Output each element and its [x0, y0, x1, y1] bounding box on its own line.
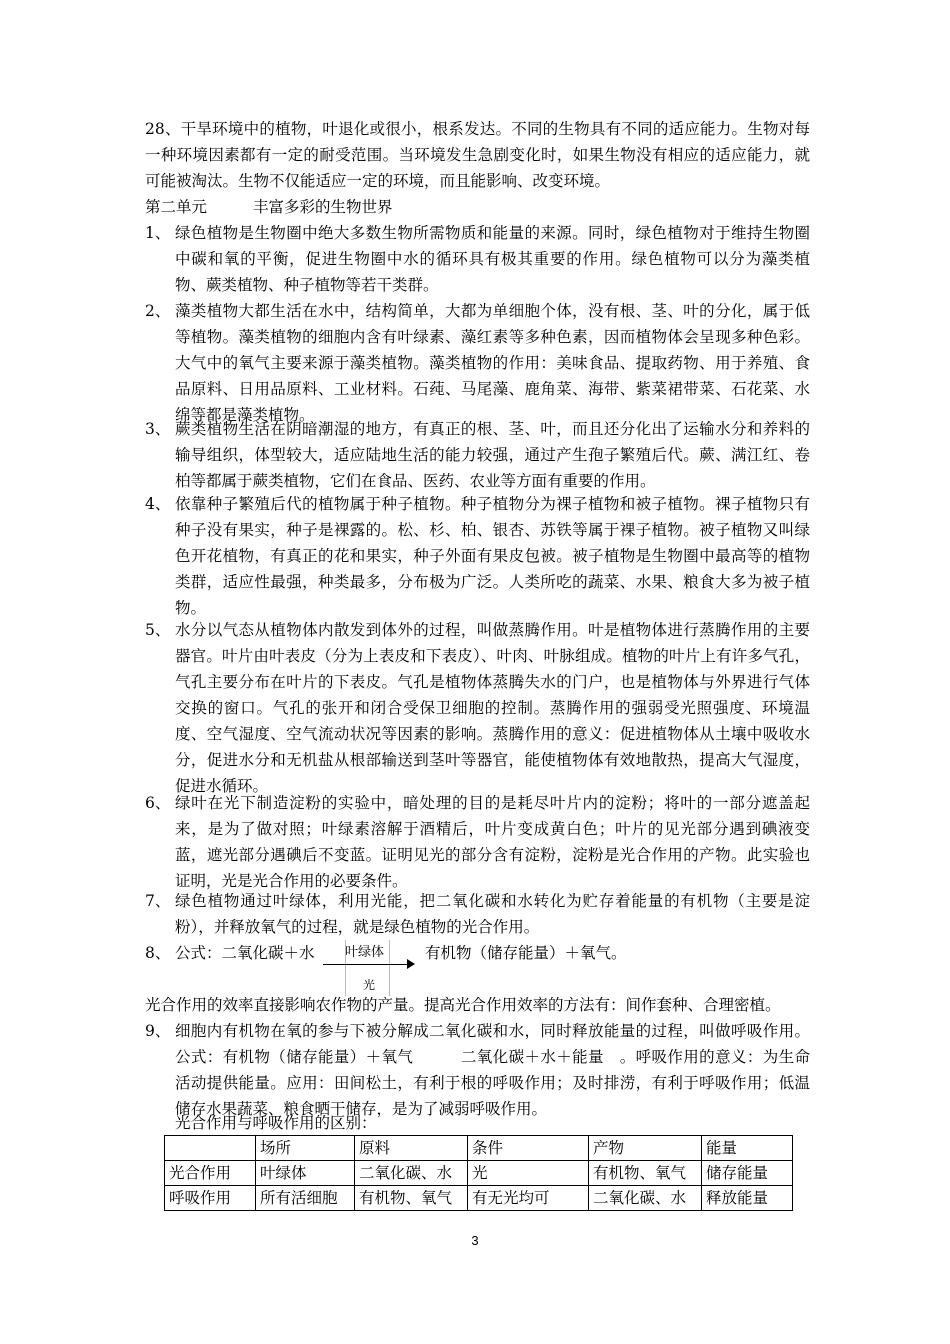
- list-item: [145, 298, 810, 428]
- table-row: [165, 1186, 793, 1211]
- item-text: 依靠种子繁殖后代的植物属于种子植物。种子植物分为裸子植物和被子植物。裸子植物只有种子没有果实，种子是裸露的。松、杉、柏、银杏、苏铁等属于裸子植物。被子植物又叫绿色开花植物，有真正的花和果实，种子外面有果皮包被。被子植物是生物圈中最高等的植物类群，适应性最强，种类最多，分布极为广泛。人类所吃的蔬菜、水果、粮食大多为被子植物。: [175, 495, 810, 617]
- table-cell: 光合作用: [165, 1161, 256, 1186]
- table-cell: 有机物、氧气: [589, 1161, 702, 1186]
- item-text: 绿色植物通过叶绿体，利用光能，把二氧化碳和水转化为贮存着能量的有机物（主要是淀粉），并释放氧气的过程，就是绿色植物的光合作用。: [175, 892, 810, 936]
- item-number: 8、: [145, 944, 171, 962]
- table-cell: 所有活细胞: [256, 1186, 355, 1211]
- item-text: 细胞内有机物在氧的参与下被分解成二氧化碳和水，同时释放能量的过程，叫做呼吸作用。公式：有机物（储存能量）＋氧气 二氧化碳＋水＋能量 。呼吸作用的意义：为生命活动提供能量。应用：田间松土，有利于根的呼吸作用；及时排涝，有利于呼吸作用；低温储存水果蔬菜、粮食晒干储存，是为了减弱呼吸作用。: [175, 1022, 810, 1118]
- reaction-arrow: [323, 940, 415, 996]
- table-header-cell: [165, 1136, 256, 1161]
- condition-above: 叶绿体: [345, 945, 385, 960]
- item-text: 藻类植物大都生活在水中，结构简单，大都为单细胞个体，没有根、茎、叶的分化，属于低等植物。藻类植物的细胞内含有叶绿素、藻红素等多种色素，因而植物体会呈现多种色彩。大气中的氧气主要来源于藻类植物。藻类植物的作用：美味食品、提取药物、用于养殖、食品原料、日用品原料、工业材料。石莼、马尾藻、鹿角菜、海带、紫菜裙带菜、石花菜、水绵等都是藻类植物。: [175, 302, 810, 424]
- table-cell: 有无光均可: [468, 1186, 589, 1211]
- table-cell: 叶绿体: [256, 1161, 355, 1186]
- item-text: 绿叶在光下制造淀粉的实验中，暗处理的目的是耗尽叶片内的淀粉；将叶的一部分遮盖起来，是为了做对照；叶绿素溶解于酒精后，叶片变成黄白色；叶片的见光部分遇到碘液变蓝，遮光部分遇碘后不变蓝。证明见光的部分含有淀粉，淀粉是光合作用的产物。此实验也证明，光是光合作用的必要条件。: [175, 794, 810, 890]
- table-header-cell: 能量: [702, 1136, 793, 1161]
- table-header-cell: 条件: [468, 1136, 589, 1161]
- table-cell: 释放能量: [702, 1186, 793, 1211]
- item-text: 水分以气态从植物体内散发到体外的过程，叫做蒸腾作用。叶是植物体进行蒸腾作用的主要器官。叶片由叶表皮（分为上表皮和下表皮）、叶肉、叶脉组成。植物的叶片上有许多气孔，气孔主要分布在叶片的下表皮。气孔是植物体蒸腾失水的门户，也是植物体与外界进行气体交换的窗口。气孔的张开和闭合受保卫细胞的控制。蒸腾作用的强弱受光照强度、环境温度、空气湿度、空气流动状况等因素的影响。蒸腾作用的意义：促进植物体从土壤中吸收水分，促进水分和无机盐从根部输送到茎叶等器官，能使植物体有效地散热，提高大气湿度，促进水循环。: [175, 621, 810, 795]
- unit-number: 第二单元: [145, 198, 208, 216]
- list-item: [145, 617, 810, 799]
- table-header-cell: 产物: [589, 1136, 702, 1161]
- table-cell: 二氧化碳、水: [355, 1161, 468, 1186]
- arrow-head-icon: [407, 959, 415, 969]
- table-cell: 有机物、氧气: [355, 1186, 468, 1211]
- item-number: 3、: [145, 420, 171, 438]
- table-cell: 光: [468, 1161, 589, 1186]
- item-number: 9、: [145, 1022, 171, 1040]
- list-item: [145, 416, 810, 494]
- photosynthesis-formula: [145, 940, 810, 996]
- item-number: 1、: [145, 224, 171, 242]
- list-item: [145, 491, 810, 621]
- table-header-row: [165, 1136, 793, 1161]
- list-item: [145, 220, 810, 298]
- item-number: 5、: [145, 621, 171, 639]
- item-number: 6、: [145, 794, 171, 812]
- item-text: 蕨类植物生活在阴暗潮湿的地方，有真正的根、茎、叶，而且还分化出了运输水分和养料的输导组织，体型较大，适应陆地生活的能力较强，通过产生孢子繁殖后代。蕨、满江红、卷柏等都属于蕨类植物，它们在食品、医药、农业等方面有重要的作用。: [175, 420, 810, 490]
- unit-title: 丰富多彩的生物世界: [253, 198, 393, 216]
- formula-right: 有机物（储存能量）＋氧气。: [425, 944, 627, 962]
- table-header-cell: 场所: [256, 1136, 355, 1161]
- condition-below: 光: [363, 978, 376, 992]
- efficiency-paragraph: 光合作用的效率直接影响农作物的产量。提高光合作用效率的方法有：间作套种、合理密植。: [145, 996, 781, 1014]
- comparison-table: [164, 1135, 793, 1211]
- table-cell: 呼吸作用: [165, 1186, 256, 1211]
- table-cell: 储存能量: [702, 1161, 793, 1186]
- item-number: 4、: [145, 495, 171, 513]
- table-caption: 光合作用与呼吸作用的区别：: [175, 1114, 377, 1132]
- paragraph-28: [145, 116, 810, 194]
- page-number: 3: [471, 1233, 479, 1248]
- item-number: 2、: [145, 302, 171, 320]
- formula-left: 公式：二氧化碳＋水: [175, 944, 315, 962]
- table-cell: 二氧化碳、水: [589, 1186, 702, 1211]
- unit-heading: [145, 194, 393, 220]
- item-text: 绿色植物是生物圈中绝大多数生物所需物质和能量的来源。同时，绿色植物对于维持生物圈中碳和氧的平衡，促进生物圈中水的循环具有极其重要的作用。绿色植物可以分为藻类植物、蕨类植物、种子植物等若干类群。: [175, 224, 810, 294]
- list-item: [145, 790, 810, 894]
- item-number: 7、: [145, 892, 171, 910]
- arrow-line: [323, 964, 413, 965]
- table-row: [165, 1161, 793, 1186]
- list-item: [145, 888, 810, 940]
- table-header-cell: 原料: [355, 1136, 468, 1161]
- paragraph-28-text: 28、干旱环境中的植物，叶退化或很小，根系发达。不同的生物具有不同的适应能力。生物对每一种环境因素都有一定的耐受范围。当环境发生急剧变化时，如果生物没有相应的适应能力，就可能被淘汰。生物不仅能适应一定的环境，而且能影响、改变环境。: [145, 120, 810, 190]
